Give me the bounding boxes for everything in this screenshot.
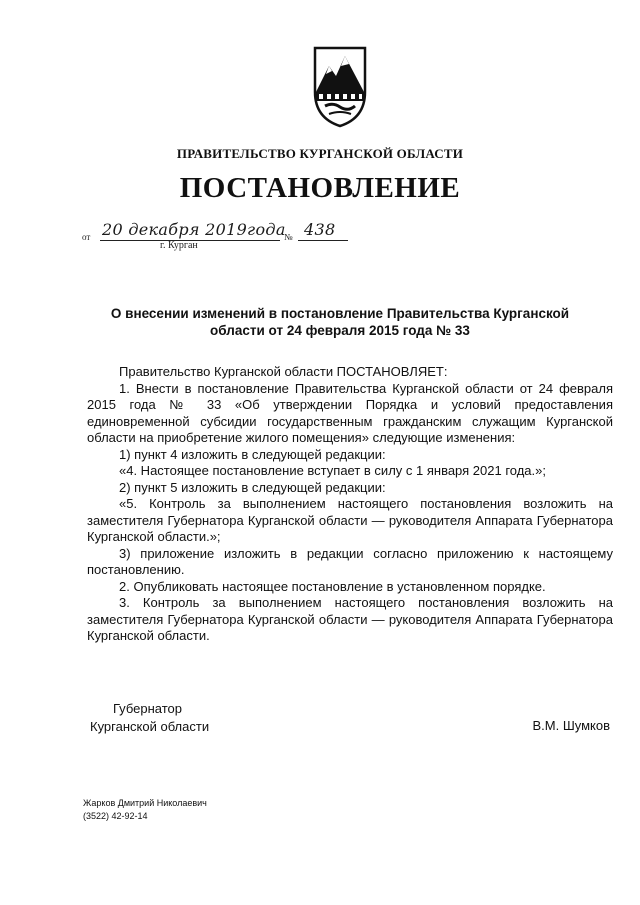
handwritten-date: 20 декабря 2019года bbox=[102, 220, 286, 239]
signatory-position bbox=[90, 700, 209, 736]
city-label: г. Курган bbox=[160, 240, 198, 251]
body-paragraph: «5. Контроль за выполнением настоящего постановления возложить на заместителя Губернатора Курганской области — руководителя Аппарата Губернатора Курганской области.»; bbox=[87, 496, 613, 544]
signatory-position-line1: Губернатор bbox=[113, 701, 182, 716]
government-name: ПРАВИТЕЛЬСТВО КУРГАНСКОЙ ОБЛАСТИ bbox=[176, 146, 464, 161]
body-paragraph: «4. Настоящее постановление вступает в силу с 1 января 2021 года.»; bbox=[119, 463, 546, 478]
handwritten-number: 438 bbox=[304, 220, 336, 239]
body-paragraph: 3. Контроль за выполнением настоящего постановления возложить на заместителя Губернатора Курганской области — руководителя Аппарата Губернатора Курганской области. bbox=[87, 595, 613, 643]
signatory-name: В.М. Шумков bbox=[532, 718, 610, 733]
body-paragraph: Правительство Курганской области ПОСТАНОВЛЯЕТ: bbox=[119, 364, 448, 379]
body-paragraph: 2. Опубликовать настоящее постановление в установленном порядке. bbox=[119, 578, 546, 594]
document-dateline bbox=[80, 218, 380, 258]
document-title: О внесении изменений в постановление Правительства Курганской области от 24 февраля 2015 года № 33 bbox=[110, 306, 570, 338]
number-label: № bbox=[284, 232, 293, 242]
body-paragraph: 1) пункт 4 изложить в следующей редакции: bbox=[119, 446, 386, 462]
kurgan-oblast-coat-of-arms-icon bbox=[305, 44, 375, 130]
body-paragraph: 2) пункт 5 изложить в следующей редакции: bbox=[119, 479, 386, 495]
executor-block bbox=[83, 797, 207, 823]
number-underline bbox=[298, 240, 348, 241]
executor-phone: (3522) 42-92-14 bbox=[83, 811, 148, 821]
signatory-position-line2: Курганской области bbox=[90, 719, 210, 734]
executor-name: Жарков Дмитрий Николаевич bbox=[83, 798, 207, 808]
document-type-heading: ПОСТАНОВЛЕНИЕ bbox=[179, 172, 461, 204]
from-label: от bbox=[82, 232, 91, 242]
body-paragraph: 1. Внести в постановление Правительства Курганской области от 24 февраля 2015 года № 33 «Об утверждении Порядка и условий предоставления единовременной субсидии государственным гражданским служащим Курганской области на приобретение жилого помещения» следующие изменения: bbox=[87, 380, 613, 445]
body-paragraph: 3) приложение изложить в редакции согласно приложению к настоящему постановлению. bbox=[87, 545, 613, 577]
document-body bbox=[87, 364, 613, 645]
